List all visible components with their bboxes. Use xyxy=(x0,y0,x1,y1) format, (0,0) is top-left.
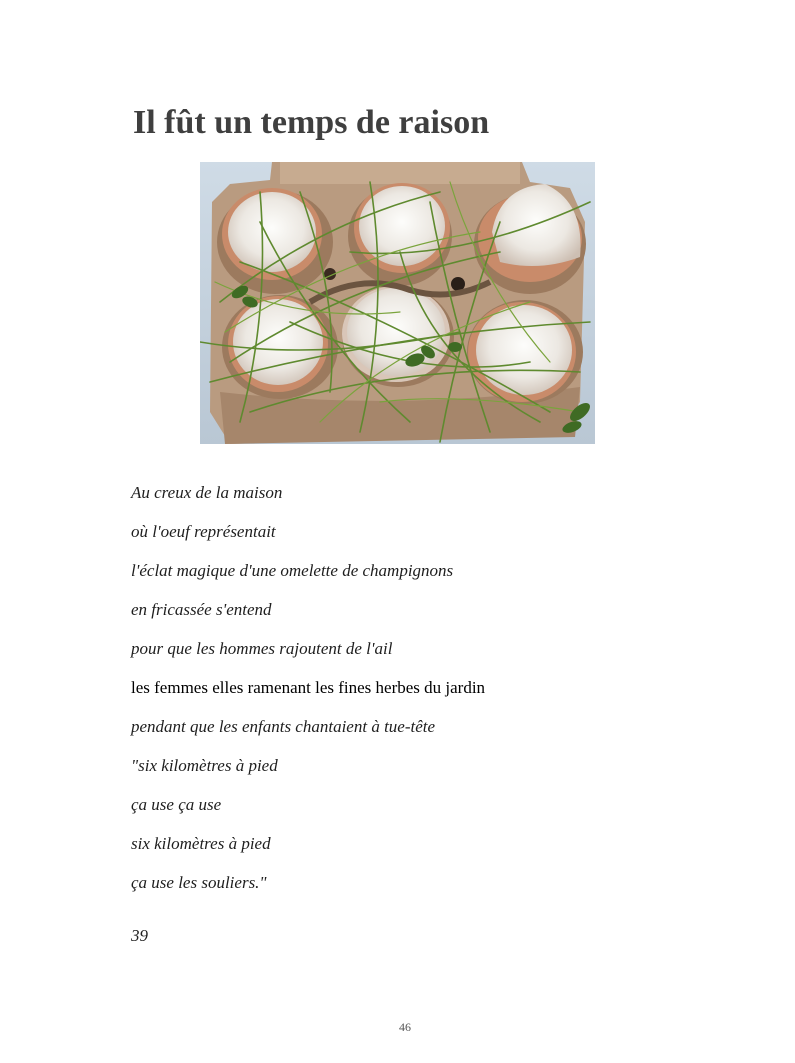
poem-title: Il fût un temps de raison xyxy=(133,104,490,141)
poem-line: où l'oeuf représentait xyxy=(131,522,276,541)
poem-text xyxy=(131,481,485,910)
poem-line: six kilomètres à pied xyxy=(131,834,271,853)
poem-line: en fricassée s'entend xyxy=(131,600,272,619)
poem-line: pour que les hommes rajoutent de l'ail xyxy=(131,639,393,658)
poem-line: ça use les souliers." xyxy=(131,873,267,892)
page-number: 46 xyxy=(399,1020,411,1034)
poem-line: pendant que les enfants chantaient à tue-tête xyxy=(131,717,436,736)
poem-line: ça use ça use xyxy=(131,795,222,814)
egg-shells-photo xyxy=(200,162,595,444)
poem-number: 39 xyxy=(131,926,148,945)
poem-line: les femmes elles ramenant les fines herbes du jardin xyxy=(131,678,486,697)
poem-line: "six kilomètres à pied xyxy=(131,756,278,775)
poem-line: l'éclat magique d'une omelette de champignons xyxy=(131,561,454,580)
poem-line: Au creux de la maison xyxy=(131,483,283,502)
